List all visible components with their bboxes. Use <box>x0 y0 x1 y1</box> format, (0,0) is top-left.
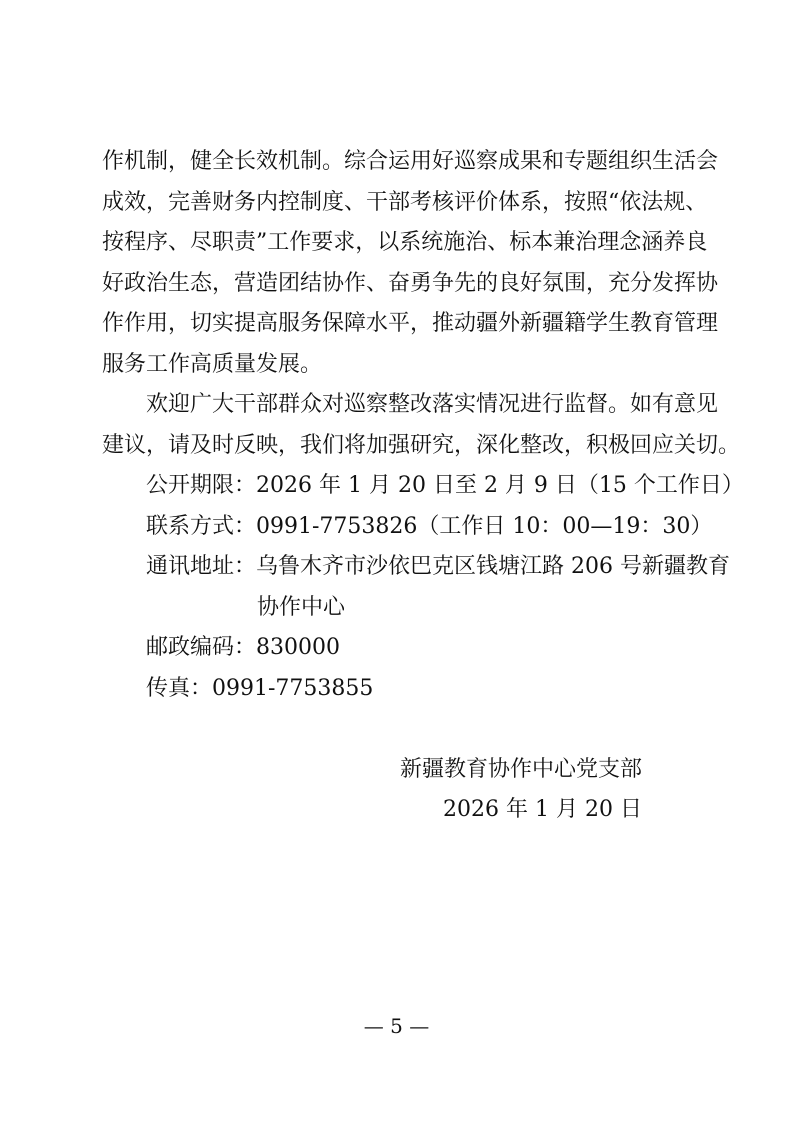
paragraph-line: 按程序、尽职责”工作要求，以系统施治、标本兼治理念涵养良 <box>102 230 708 255</box>
contact-phone: 联系方式：0991-7753826（工作日 10：00—19：30） <box>146 514 713 539</box>
paragraph-line: 作作用，切实提高服务保障水平，推动疆外新疆籍学生教育管理 <box>102 311 719 336</box>
mailing-address-continued: 协作中心 <box>257 595 346 620</box>
postal-code: 邮政编码：830000 <box>146 635 340 660</box>
paragraph-line: 服务工作高质量发展。 <box>102 352 323 377</box>
paragraph-line: 欢迎广大干部群众对巡察整改落实情况进行监督。如有意见 <box>146 392 719 417</box>
paragraph-line: 作机制，健全长效机制。综合运用好巡察成果和专题组织生活会 <box>102 149 719 174</box>
mailing-address: 通讯地址：乌鲁木齐市沙依巴克区钱塘江路 206 号新疆教育 <box>146 554 730 579</box>
paragraph-line: 好政治生态，营造团结协作、奋勇争先的良好氛围，充分发挥协 <box>102 271 719 296</box>
fax-number: 传真：0991-7753855 <box>146 676 374 701</box>
disclosure-period: 公开期限：2026 年 1 月 20 日至 2 月 9 日（15 个工作日） <box>146 473 744 498</box>
page-number: — 5 — <box>363 1014 430 1038</box>
issue-date: 2026 年 1 月 20 日 <box>443 797 642 822</box>
paragraph-line: 成效，完善财务内控制度、干部考核评价体系，按照“依法规、 <box>102 190 708 215</box>
paragraph-line: 建议，请及时反映，我们将加强研究，深化整改，积极回应关切。 <box>102 433 741 458</box>
issuing-organization: 新疆教育协作中心党支部 <box>400 757 643 782</box>
